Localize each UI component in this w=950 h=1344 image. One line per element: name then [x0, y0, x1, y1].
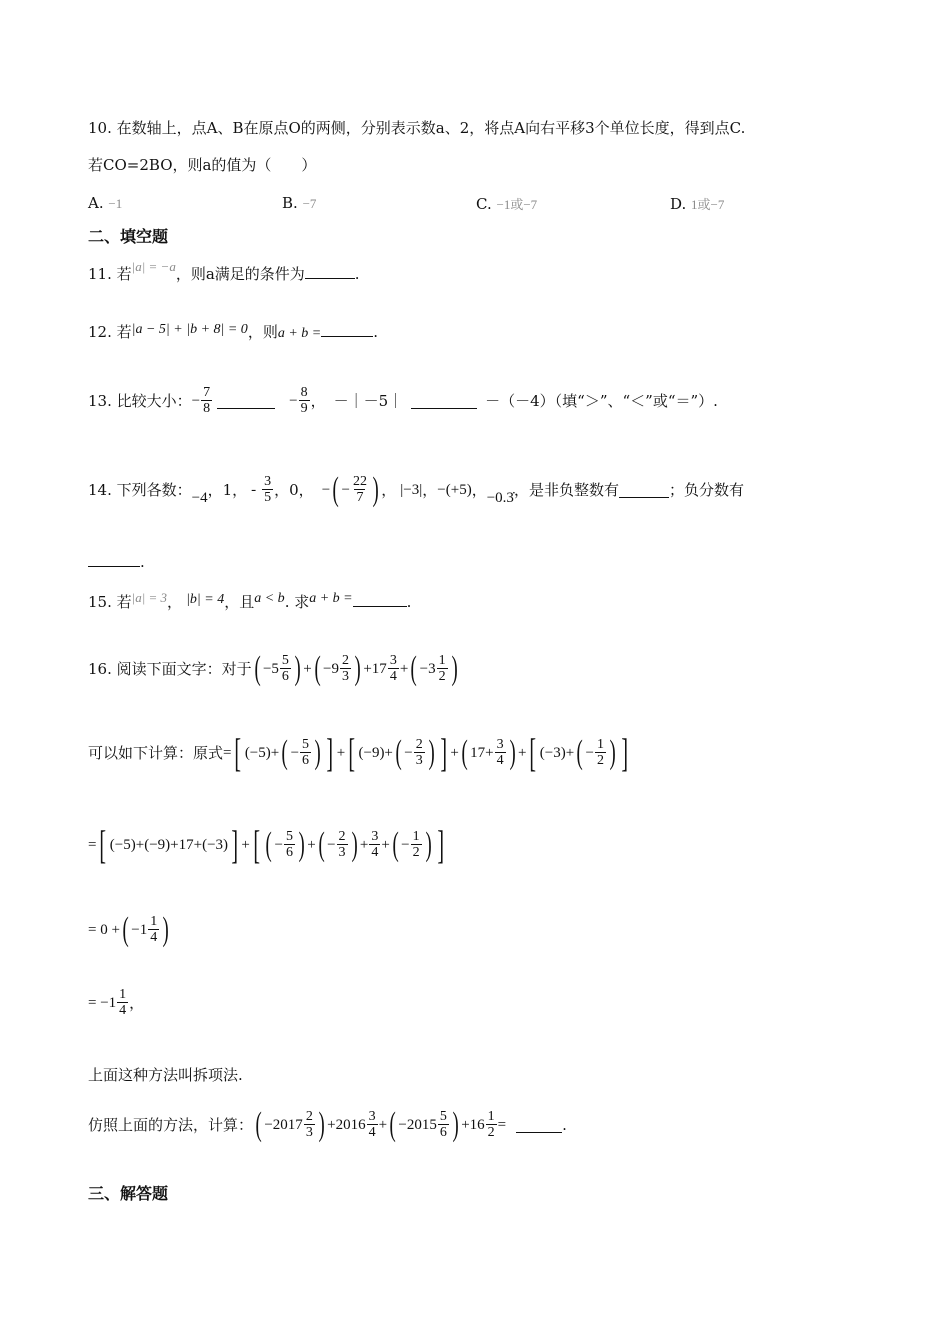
q13-answer-blank-1[interactable] — [217, 394, 275, 409]
q10-option-a[interactable]: A. −1 — [88, 194, 123, 212]
section-2-title: 二、填空题 — [88, 227, 169, 246]
q14-answer-blank-1[interactable] — [619, 483, 669, 498]
q15: 15. 若|a| = 3， |b| = 4，且a < b. 求a + b = . — [88, 590, 412, 611]
q13-fraction-7-8: $\frac{7}{8}$ — [203, 384, 211, 417]
q10-option-d[interactable]: D. 1或−7 — [670, 195, 725, 213]
q10-line2: 若CO=2BO，则a的值为（ ） — [88, 156, 317, 174]
section-3-title: 三、解答题 — [88, 1184, 169, 1203]
q16-line1: 16. 阅读下面文字：对于 ( −5 $\frac{5}{6}$ ) + ( −9 $\frac{2}{3}$ ) +17 $\frac{3}{4}$ + ( −3 $\frac{1}{2}$ ) — [88, 650, 458, 687]
q13-fraction-8-9: $\frac{8}{9}$ — [300, 384, 308, 417]
q15-answer-blank[interactable] — [353, 592, 407, 607]
q16-line3: = [ (−5)+(−9)+17+(−3) ] + [ ( − $\frac{5}{6}$ ) + ( − $\frac{2}{3}$ ) + $\frac{3}{4}$ + ( − $\frac{1}{2}$ ) ] — [88, 822, 444, 867]
q10-line1: 10. 在数轴上，点A、B在原点O的两侧，分别表示数a、2，将点A向右平移3个单位长度，得到点C. — [88, 119, 746, 137]
q12-expr2: a + b = — [277, 326, 322, 341]
q12: 12. 若|a − 5| + |b + 8| = 0，则a + b = . — [88, 322, 379, 341]
q14-answer-blank-2[interactable] — [88, 552, 140, 567]
q16-answer-blank[interactable] — [516, 1118, 562, 1133]
q10-option-c[interactable]: C. −1或−7 — [476, 195, 538, 213]
q16-line2: 可以如下计算：原式 = [ (−5)+ ( − $\frac{5}{6}$ ) ] + [ (−9)+ ( − $\frac{2}{3}$ ) ] + ( 17+ $\frac{3}{4}$ ) + [ (−3)+ ( − $\frac{1}{2}$ ) ] — [88, 730, 629, 775]
q12-answer-blank[interactable] — [321, 322, 373, 337]
q11-answer-blank[interactable] — [305, 264, 355, 279]
q14: 14. 下列各数： −4 ，1， - $\frac{3}{5}$ ，0， − ( − $\frac{22}{7}$ ) ， |−3| ， −(+5) ， −0.3̇ ，是非负整数有 ；负分数有 — [88, 471, 744, 508]
q11: 11. 若|a| = −a，则a满足的条件为 . — [88, 259, 360, 283]
q10-option-b[interactable]: B. −7 — [282, 194, 317, 212]
q12-expr: |a − 5| + |b + 8| = 0 — [131, 322, 248, 337]
q11-expr: |a| = −a — [131, 259, 176, 274]
q16-line6: 上面这种方法叫拆项法. — [88, 1066, 243, 1084]
q13-answer-blank-2[interactable] — [411, 394, 477, 409]
q14-line2: . — [88, 552, 145, 570]
q16-line4: = 0 + ( −1 $\frac{1}{4}$ ) — [88, 911, 169, 948]
q16-line7: 仿照上面的方法，计算： ( −2017 $\frac{2}{3}$ ) +2016 $\frac{3}{4}$ + ( −2015 $\frac{5}{6}$ ) +16 $\frac{1}{2}$ = . — [88, 1106, 567, 1143]
q16-line5: = −1 $\frac{1}{4}$ ， — [88, 986, 145, 1019]
q13: 13. 比较大小： − $\frac{7}{8}$ − $\frac{8}{9}$ ， －｜－5｜ －（－4）（填“＞”、“＜”或“＝”）. — [88, 384, 718, 417]
